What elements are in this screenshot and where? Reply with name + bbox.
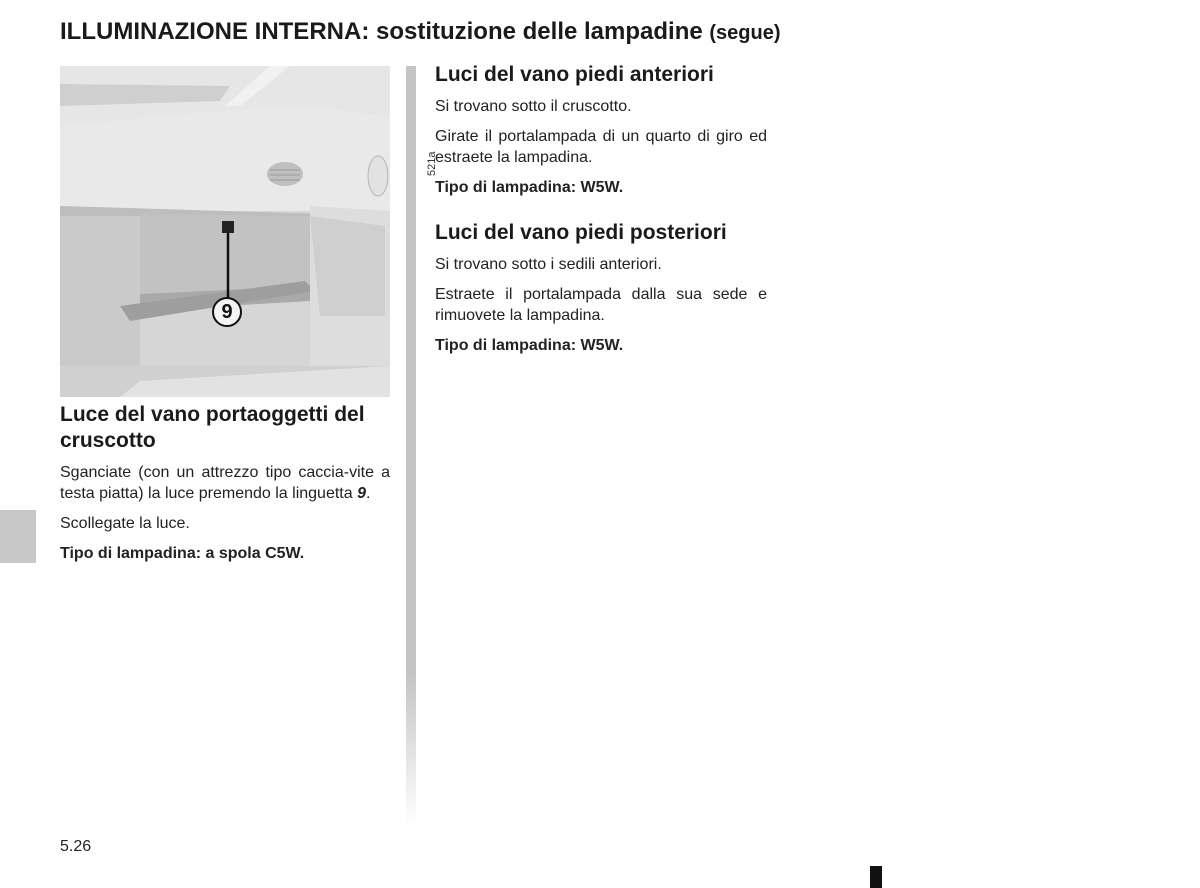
glovebox-paragraph-1-text: Sganciate (con un attrezzo tipo caccia-vite a testa piatta) la luce premendo la linguetta [60, 464, 390, 502]
section-heading-glovebox: Luce del vano portaoggetti del cruscotto [60, 403, 365, 452]
page-title [60, 18, 781, 46]
section-heading-rear-footwell: Luci del vano piedi posteriori [435, 221, 727, 244]
front-footwell-paragraph-2: Girate il portalampada di un quarto di giro ed estraete la lampadina. [435, 128, 767, 166]
section-heading-front-footwell: Luci del vano piedi anteriori [435, 63, 714, 86]
page-title-suffix: (segue) [709, 22, 781, 44]
page-title-main: ILLUMINAZIONE INTERNA: sostituzione delle lampadine [60, 18, 703, 45]
rear-footwell-paragraph-1: Si trovano sotto i sedili anteriori. [435, 256, 662, 273]
glovebox-bulb-type: Tipo di lampadina: a spola C5W. [60, 545, 305, 562]
glovebox-paragraph-2: Scollegate la luce. [60, 515, 190, 532]
front-footwell-bulb-type: Tipo di lampadina: W5W. [435, 179, 624, 196]
front-footwell-paragraph-1: Si trovano sotto il cruscotto. [435, 98, 632, 115]
column-divider [406, 66, 416, 826]
page-number: 5.26 [60, 838, 92, 855]
rear-footwell-bulb-type: Tipo di lampadina: W5W. [435, 337, 624, 354]
section-front-footwell [435, 62, 767, 198]
left-column [60, 402, 390, 586]
glovebox-paragraph-1 [60, 462, 390, 504]
chapter-side-tab [0, 510, 36, 563]
glovebox-illustration [60, 66, 438, 397]
crop-mark [870, 866, 882, 888]
glovebox-paragraph-1-end: . [365, 485, 371, 502]
glovebox-drawing [60, 66, 390, 397]
figure-reference-code: 521a [426, 151, 438, 176]
section-rear-footwell [435, 220, 767, 356]
glovebox-paragraph-1-ref: 9 [357, 485, 366, 502]
right-column [435, 62, 767, 378]
rear-footwell-paragraph-2: Estraete il portalampada dalla sua sede e rimuovete la lampadina. [435, 286, 767, 324]
callout-9: 9 [212, 297, 242, 327]
